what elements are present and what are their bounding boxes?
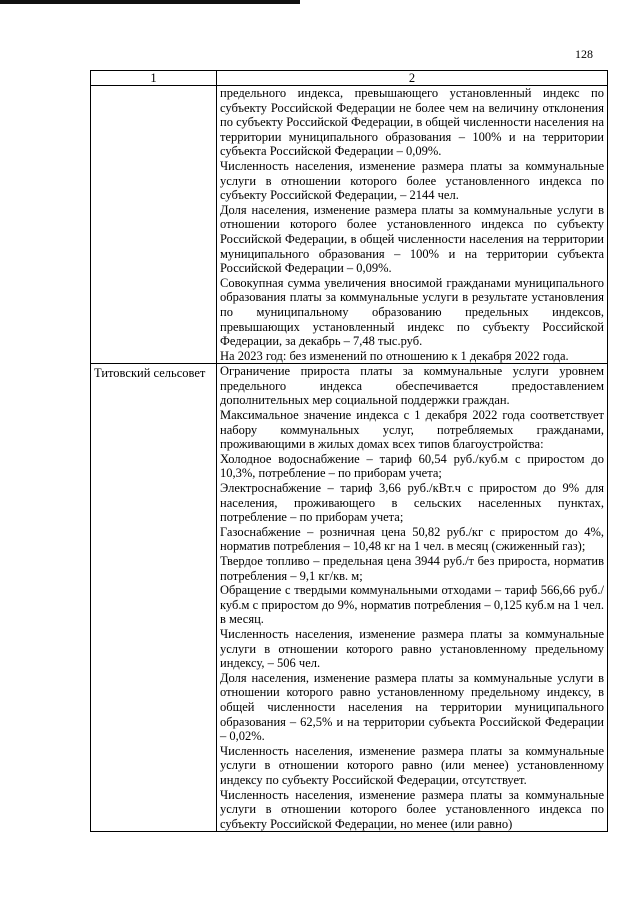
table-row [91, 364, 608, 832]
paragraph: Доля населения, изменение размера платы за коммунальные услуги в отношении которого равно установленному предельному индексу, в общей численности населения на территории муниципального образования – 62,5% и на территории субъекта Российской Федерации – 0,02%. [220, 670, 604, 744]
paragraph: Численность населения, изменение размера платы за коммунальные услуги в отношении которого равно установленному предельному индексу, – 506 чел. [220, 626, 604, 671]
paragraph: Численность населения, изменение размера платы за коммунальные услуги в отношении которого более установленного индекса по субъекту Российской Федерации, но менее (или равно) [220, 787, 604, 831]
paragraph: Ограничение прироста платы за коммунальные услуги уровнем предельного индекса обеспечивается предоставлением дополнительных мер социальной поддержки граждан. [220, 364, 604, 408]
paragraph: Газоснабжение – розничная цена 50,82 руб./кг с приростом до 4%, норматив потребления – 10,48 кг на 1 чел. в месяц (сжиженный газ); [220, 524, 604, 554]
paragraph: Доля населения, изменение размера платы за коммунальные услуги в отношении которого более установленного индекса по субъекту Российской Федерации, в общей численности населения на территории муниципального образования – 100% и на территории субъекта Российской Федерации – 0,09%. [220, 202, 604, 276]
paragraph: Совокупная сумма увеличения вносимой гражданами муниципального образования платы за коммунальные услуги в результате установления по муниципальному образованию предельных индексов, превышающих установленный индекс по субъекту Российской Федерации, за декабрь – 7,48 тыс.руб. [220, 275, 604, 349]
paragraph: Численность населения, изменение размера платы за коммунальные услуги в отношении которого более установленного индекса по субъекту Российской Федерации, – 2144 чел. [220, 158, 604, 203]
municipality-cell: Титовский сельсовет [91, 364, 217, 832]
municipality-cell [91, 86, 217, 364]
paragraph: предельного индекса, превышающего установленный индекс по субъекту Российской Федерации не более чем на величину отклонения по субъекту Российской Федерации, в общей численности населения на территории муниципального образования – 100% и на территории субъекта Российской Федерации – 0,09%. [220, 86, 604, 159]
description-cell [217, 86, 608, 364]
page-number: 128 [575, 47, 593, 61]
paragraph: На 2023 год: без изменений по отношению к 1 декабря 2022 года. [220, 348, 569, 363]
table-row [91, 86, 608, 364]
header-row [91, 71, 608, 86]
paragraph: Численность населения, изменение размера платы за коммунальные услуги в отношении которого равно (или менее) установленному индексу по субъекту Российской Федерации, отсутствует. [220, 743, 604, 787]
column-header-2: 2 [217, 71, 608, 86]
paragraph: Электроснабжение – тариф 3,66 руб./кВт.ч с приростом до 9% для населения, проживающего в сельских населенных пунктах, потребление – по приборам учета; [220, 481, 604, 525]
description-cell [217, 364, 608, 832]
paragraph: Твердое топливо – предельная цена 3944 руб./т без прироста, норматив потребления – 9,1 кг/кв. м; [220, 554, 604, 583]
paragraph: Максимальное значение индекса с 1 декабря 2022 года соответствует набору коммунальных услуг, потребляемых гражданами, проживающими в жилых домах всех типов благоустройства: [220, 408, 604, 452]
paragraph: Обращение с твердыми коммунальными отходами – тариф 566,66 руб./куб.м с приростом до 9%, норматив потребления – 0,125 куб.м на 1 чел. в месяц. [220, 583, 604, 627]
scan-edge-mark [0, 0, 300, 4]
paragraph: Холодное водоснабжение – тариф 60,54 руб./куб.м с приростом до 10,3%, потребление – по приборам учета; [220, 451, 604, 481]
data-table [90, 70, 608, 832]
column-header-1: 1 [91, 71, 217, 86]
